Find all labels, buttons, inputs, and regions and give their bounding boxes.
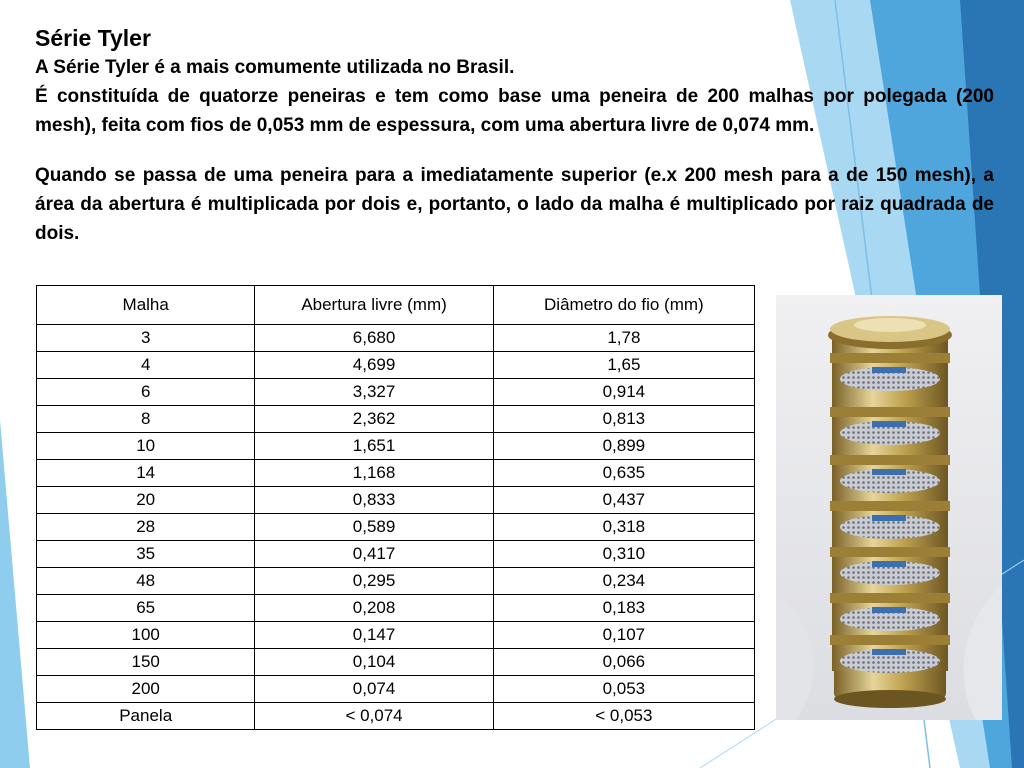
cell-malha: 3 (37, 325, 255, 352)
cell-malha: 65 (37, 595, 255, 622)
cell-abertura: 6,680 (255, 325, 493, 352)
sieve-label-tag (872, 607, 906, 613)
cell-abertura: 0,208 (255, 595, 493, 622)
cell-abertura: 0,147 (255, 622, 493, 649)
cell-malha: 10 (37, 433, 255, 460)
cell-diametro: 0,437 (493, 487, 754, 514)
table-row (37, 406, 755, 433)
cell-diametro: 0,234 (493, 568, 754, 595)
table-header-row (37, 286, 755, 325)
table-row (37, 703, 755, 730)
cell-diametro: 0,107 (493, 622, 754, 649)
sieve-ring (830, 635, 950, 645)
sieve-ring (830, 593, 950, 603)
sieve-ring (830, 547, 950, 557)
cell-abertura: 3,327 (255, 379, 493, 406)
cell-abertura: 1,168 (255, 460, 493, 487)
cell-malha: 200 (37, 676, 255, 703)
cell-abertura: 2,362 (255, 406, 493, 433)
table-row (37, 379, 755, 406)
sieve-label-tag (872, 421, 906, 427)
sieve-stack-photo (776, 295, 1002, 720)
table-row (37, 352, 755, 379)
cell-malha: 48 (37, 568, 255, 595)
cell-malha: 8 (37, 406, 255, 433)
cell-diametro: 0,813 (493, 406, 754, 433)
cell-diametro: 0,914 (493, 379, 754, 406)
sieve-ring (830, 455, 950, 465)
table-row (37, 514, 755, 541)
cell-diametro: < 0,053 (493, 703, 754, 730)
table-row (37, 649, 755, 676)
cell-diametro: 0,899 (493, 433, 754, 460)
cell-abertura: < 0,074 (255, 703, 493, 730)
table-row (37, 595, 755, 622)
cell-malha: 6 (37, 379, 255, 406)
cell-malha: 14 (37, 460, 255, 487)
cell-diametro: 0,310 (493, 541, 754, 568)
cell-diametro: 0,066 (493, 649, 754, 676)
cell-diametro: 1,78 (493, 325, 754, 352)
cell-diametro: 0,635 (493, 460, 754, 487)
header-malha: Malha (37, 286, 255, 325)
cell-malha: Panela (37, 703, 255, 730)
cell-abertura: 0,589 (255, 514, 493, 541)
table-row (37, 433, 755, 460)
cell-abertura: 0,074 (255, 676, 493, 703)
header-abertura: Abertura livre (mm) (255, 286, 493, 325)
cell-abertura: 0,833 (255, 487, 493, 514)
sieve-label-tag (872, 515, 906, 521)
tyler-series-table (36, 285, 755, 730)
cell-abertura: 0,295 (255, 568, 493, 595)
sieve-label-tag (872, 469, 906, 475)
cell-diametro: 0,053 (493, 676, 754, 703)
cell-malha: 100 (37, 622, 255, 649)
cell-abertura: 0,104 (255, 649, 493, 676)
table-row (37, 487, 755, 514)
sieve-label-tag (872, 367, 906, 373)
table-row (37, 676, 755, 703)
table-row (37, 460, 755, 487)
cell-abertura: 0,417 (255, 541, 493, 568)
table-body (37, 325, 755, 730)
table-row (37, 622, 755, 649)
header-diametro: Diâmetro do fio (mm) (493, 286, 754, 325)
cell-diametro: 1,65 (493, 352, 754, 379)
sieve-ring (830, 353, 950, 363)
slide-title: Série Tyler (35, 25, 151, 51)
paragraph-progression: Quando se passa de uma peneira para a imediatamente superior (e.x 200 mesh para a de 150 mesh), a área da abertura é multiplicada por dois e, portanto, o lado da malha é multiplicado por raiz quadrada de dois. (35, 165, 994, 244)
sieve-label-tag (872, 649, 906, 655)
sieve-ring (830, 407, 950, 417)
paragraph-intro: A Série Tyler é a mais comumente utilizada no Brasil. (35, 57, 515, 78)
table-row (37, 568, 755, 595)
cell-malha: 4 (37, 352, 255, 379)
cell-malha: 20 (37, 487, 255, 514)
sieve-label-tag (872, 561, 906, 567)
paragraph-composition: É constituída de quatorze peneiras e tem como base uma peneira de 200 malhas por polegada (200 mesh), feita com fios de 0,053 mm de espessura, com uma abertura livre de 0,074 mm. (35, 86, 994, 136)
cell-abertura: 4,699 (255, 352, 493, 379)
cell-diametro: 0,318 (493, 514, 754, 541)
table-row (37, 541, 755, 568)
table-row (37, 325, 755, 352)
cell-diametro: 0,183 (493, 595, 754, 622)
cell-malha: 150 (37, 649, 255, 676)
cell-malha: 28 (37, 514, 255, 541)
cell-malha: 35 (37, 541, 255, 568)
cell-abertura: 1,651 (255, 433, 493, 460)
sieve-ring (830, 501, 950, 511)
left-accent-strip (0, 420, 30, 768)
